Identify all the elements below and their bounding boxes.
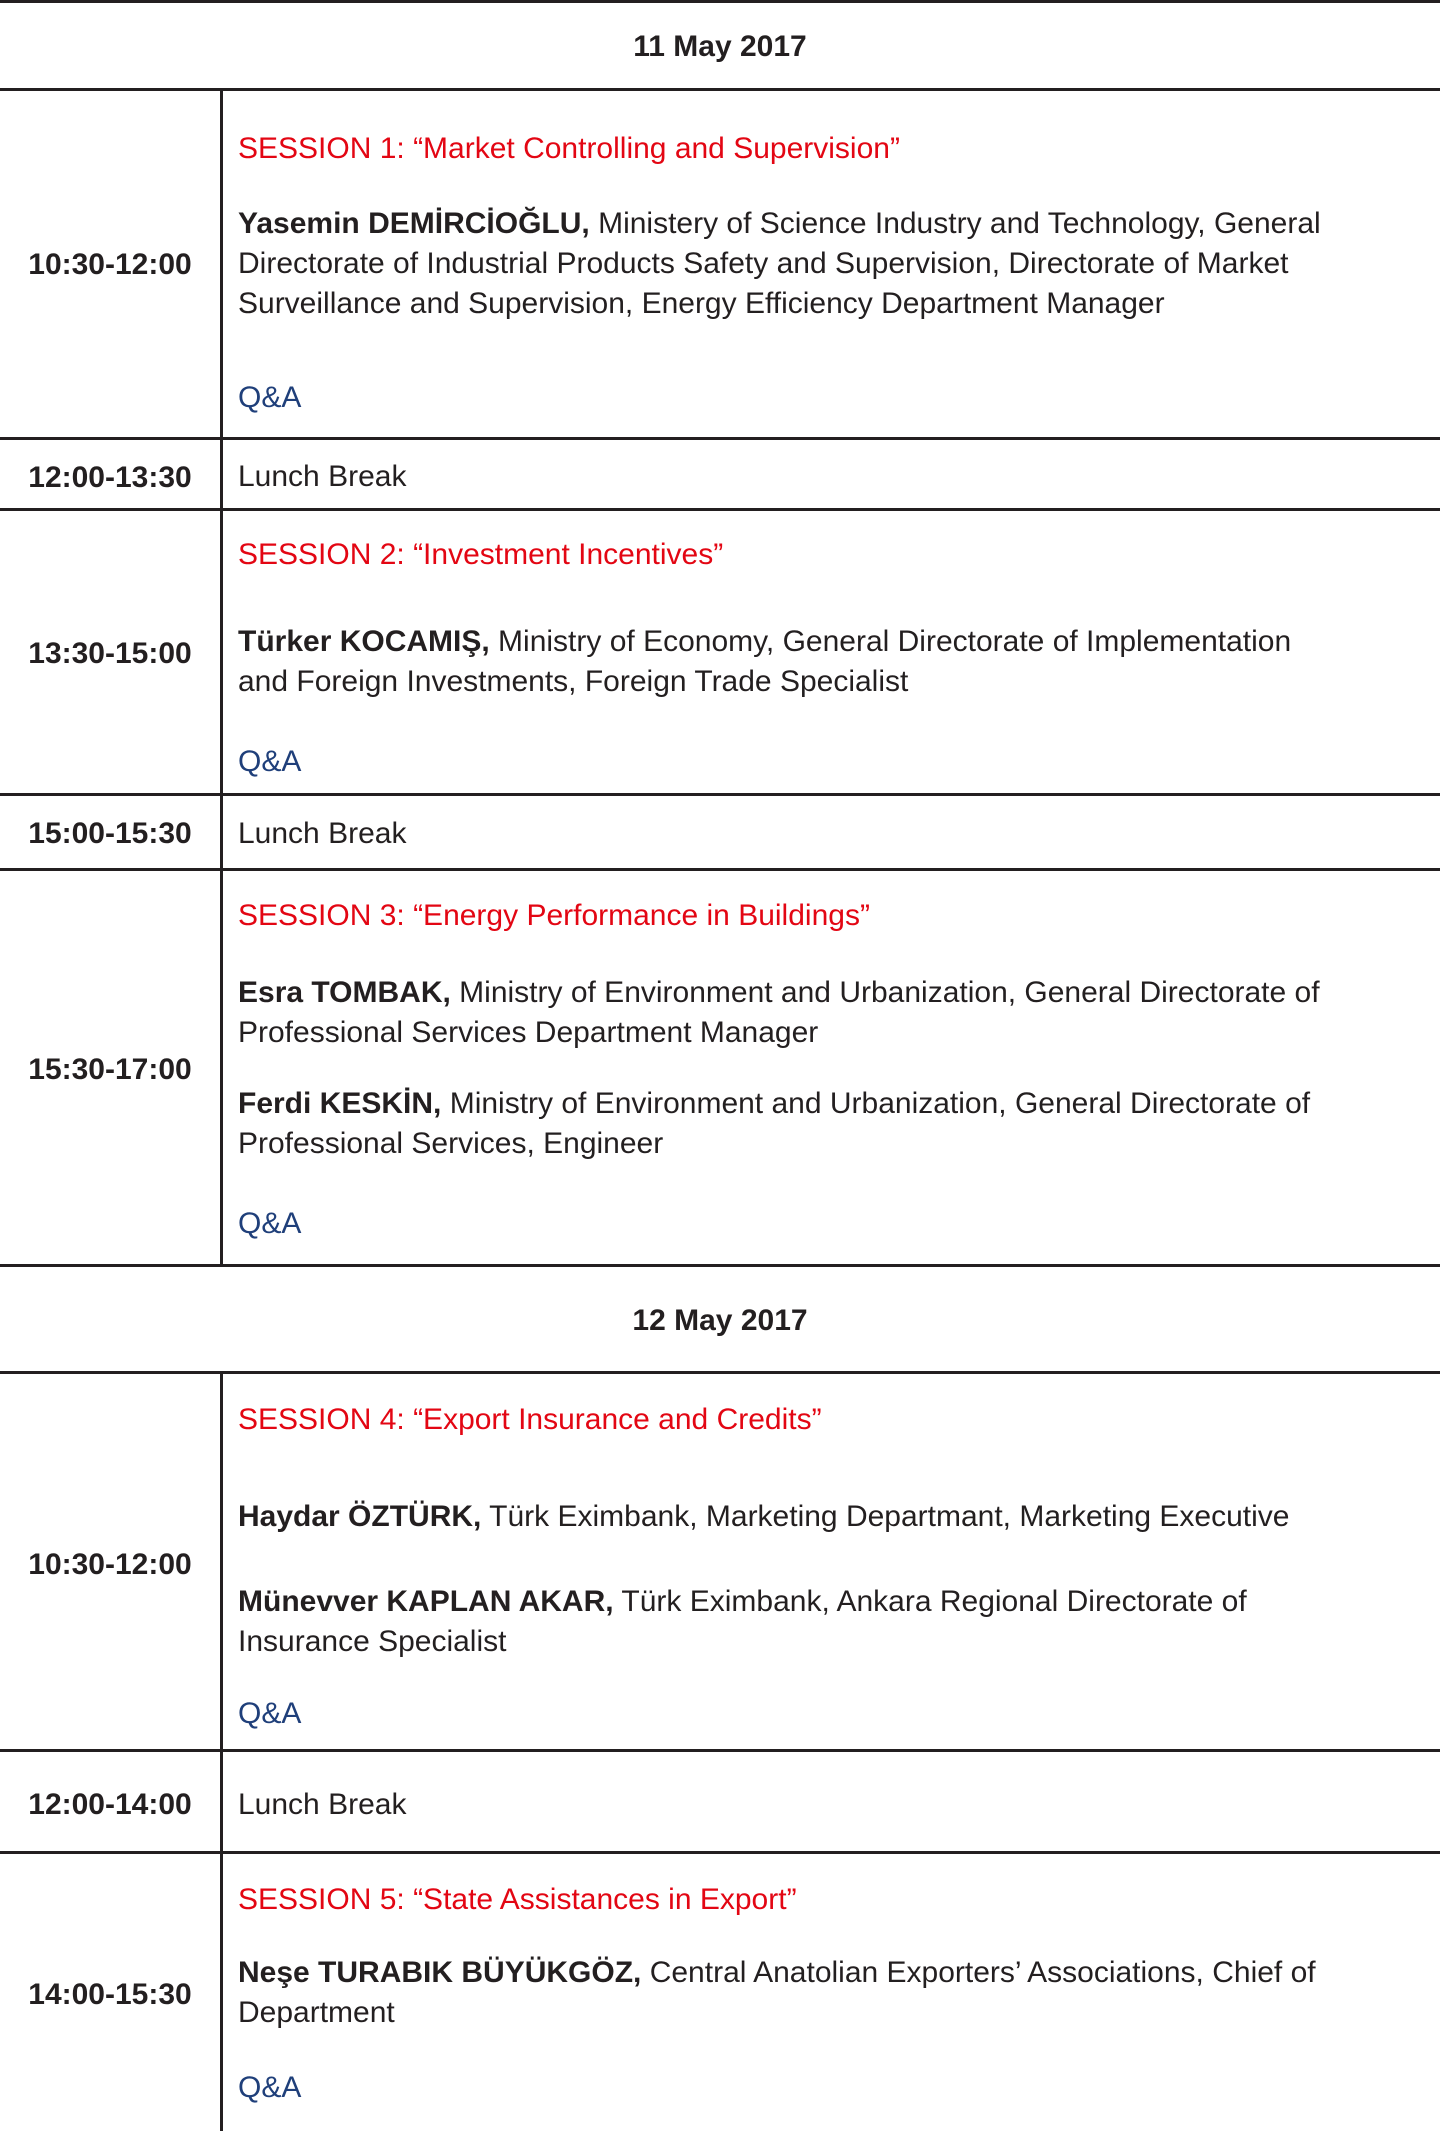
speaker-name: Ferdi KESKİN, (238, 1087, 442, 1120)
speaker-affiliation: Professional Services, Engineer (238, 1127, 664, 1160)
speaker-affiliation: Türk Eximbank, Marketing Departmant, Marketing Executive (481, 1500, 1290, 1533)
rule (0, 868, 1440, 871)
speaker-affiliation: Ministry of Environment and Urbanization, General Directorate of (450, 976, 1320, 1009)
speaker-affiliation: and Foreign Investments, Foreign Trade Specialist (238, 665, 909, 698)
break-label: Lunch Break (238, 1788, 407, 1821)
rule (0, 1749, 1440, 1752)
speaker-entry (238, 973, 1428, 1053)
speaker-entry (238, 204, 1428, 324)
break-label: Lunch Break (238, 817, 407, 850)
speaker-affiliation: Ministry of Economy, General Directorate of Implementation (489, 625, 1292, 658)
speaker-entry (238, 1953, 1428, 2033)
speaker-affiliation: Professional Services Department Manager (238, 1016, 819, 1049)
speaker-affiliation: Ministry of Environment and Urbanization, General Directorate of (441, 1087, 1311, 1120)
session-title: SESSION 3: “Energy Performance in Buildings” (238, 899, 870, 932)
speaker-affiliation: Department (238, 1996, 395, 2029)
speaker-name: Yasemin DEMİRCİOĞLU, (238, 207, 590, 240)
day-heading: 11 May 2017 (633, 30, 807, 63)
rule (0, 1851, 1440, 1854)
qa-label: Q&A (238, 745, 302, 778)
slot-time: 12:00-14:00 (28, 1788, 192, 1821)
rule (0, 0, 1440, 3)
speaker-entry (238, 1497, 1428, 1537)
speaker-affiliation: Surveillance and Supervision, Energy Efficiency Department Manager (238, 287, 1165, 320)
session-title: SESSION 5: “State Assistances in Export” (238, 1883, 797, 1916)
speaker-entry (238, 622, 1428, 702)
session-title: SESSION 1: “Market Controlling and Supervision” (238, 132, 900, 165)
slot-time: 15:30-17:00 (28, 1053, 192, 1086)
rule (0, 437, 1440, 440)
column-divider (220, 1371, 223, 2131)
session-title: SESSION 2: “Investment Incentives” (238, 538, 724, 571)
speaker-entry (238, 1084, 1428, 1164)
rule (0, 88, 1440, 91)
speaker-name: Neşe TURABIK BÜYÜKGÖZ, (238, 1956, 642, 1989)
qa-label: Q&A (238, 1697, 302, 1730)
slot-time: 10:30-12:00 (28, 248, 192, 281)
speaker-affiliation: Central Anatolian Exporters’ Associations, Chief of (641, 1956, 1316, 1989)
qa-label: Q&A (238, 381, 302, 414)
rule (0, 793, 1440, 796)
speaker-affiliation: Türk Eximbank, Ankara Regional Directorate of (613, 1585, 1247, 1618)
rule (0, 508, 1440, 511)
rule (0, 1264, 1440, 1267)
slot-time: 15:00-15:30 (28, 817, 192, 850)
qa-label: Q&A (238, 1207, 302, 1240)
slot-time: 13:30-15:00 (28, 637, 192, 670)
speaker-affiliation: Ministery of Science Industry and Technology, General (589, 207, 1321, 240)
slot-time: 12:00-13:30 (28, 461, 192, 494)
speaker-name: Türker KOCAMIŞ, (238, 625, 490, 658)
speaker-name: Haydar ÖZTÜRK, (238, 1500, 482, 1533)
rule (0, 1371, 1440, 1374)
day-heading: 12 May 2017 (632, 1304, 808, 1337)
speaker-affiliation: Directorate of Industrial Products Safety and Supervision, Directorate of Market (238, 247, 1289, 280)
qa-label: Q&A (238, 2071, 302, 2104)
speaker-affiliation: Insurance Specialist (238, 1625, 507, 1658)
break-label: Lunch Break (238, 460, 407, 493)
column-divider (220, 88, 223, 1264)
speaker-name: Esra TOMBAK, (238, 976, 451, 1009)
speaker-entry (238, 1582, 1428, 1662)
slot-time: 10:30-12:00 (28, 1548, 192, 1581)
speaker-name: Münevver KAPLAN AKAR, (238, 1585, 614, 1618)
session-title: SESSION 4: “Export Insurance and Credits” (238, 1403, 822, 1436)
slot-time: 14:00-15:30 (28, 1978, 192, 2011)
